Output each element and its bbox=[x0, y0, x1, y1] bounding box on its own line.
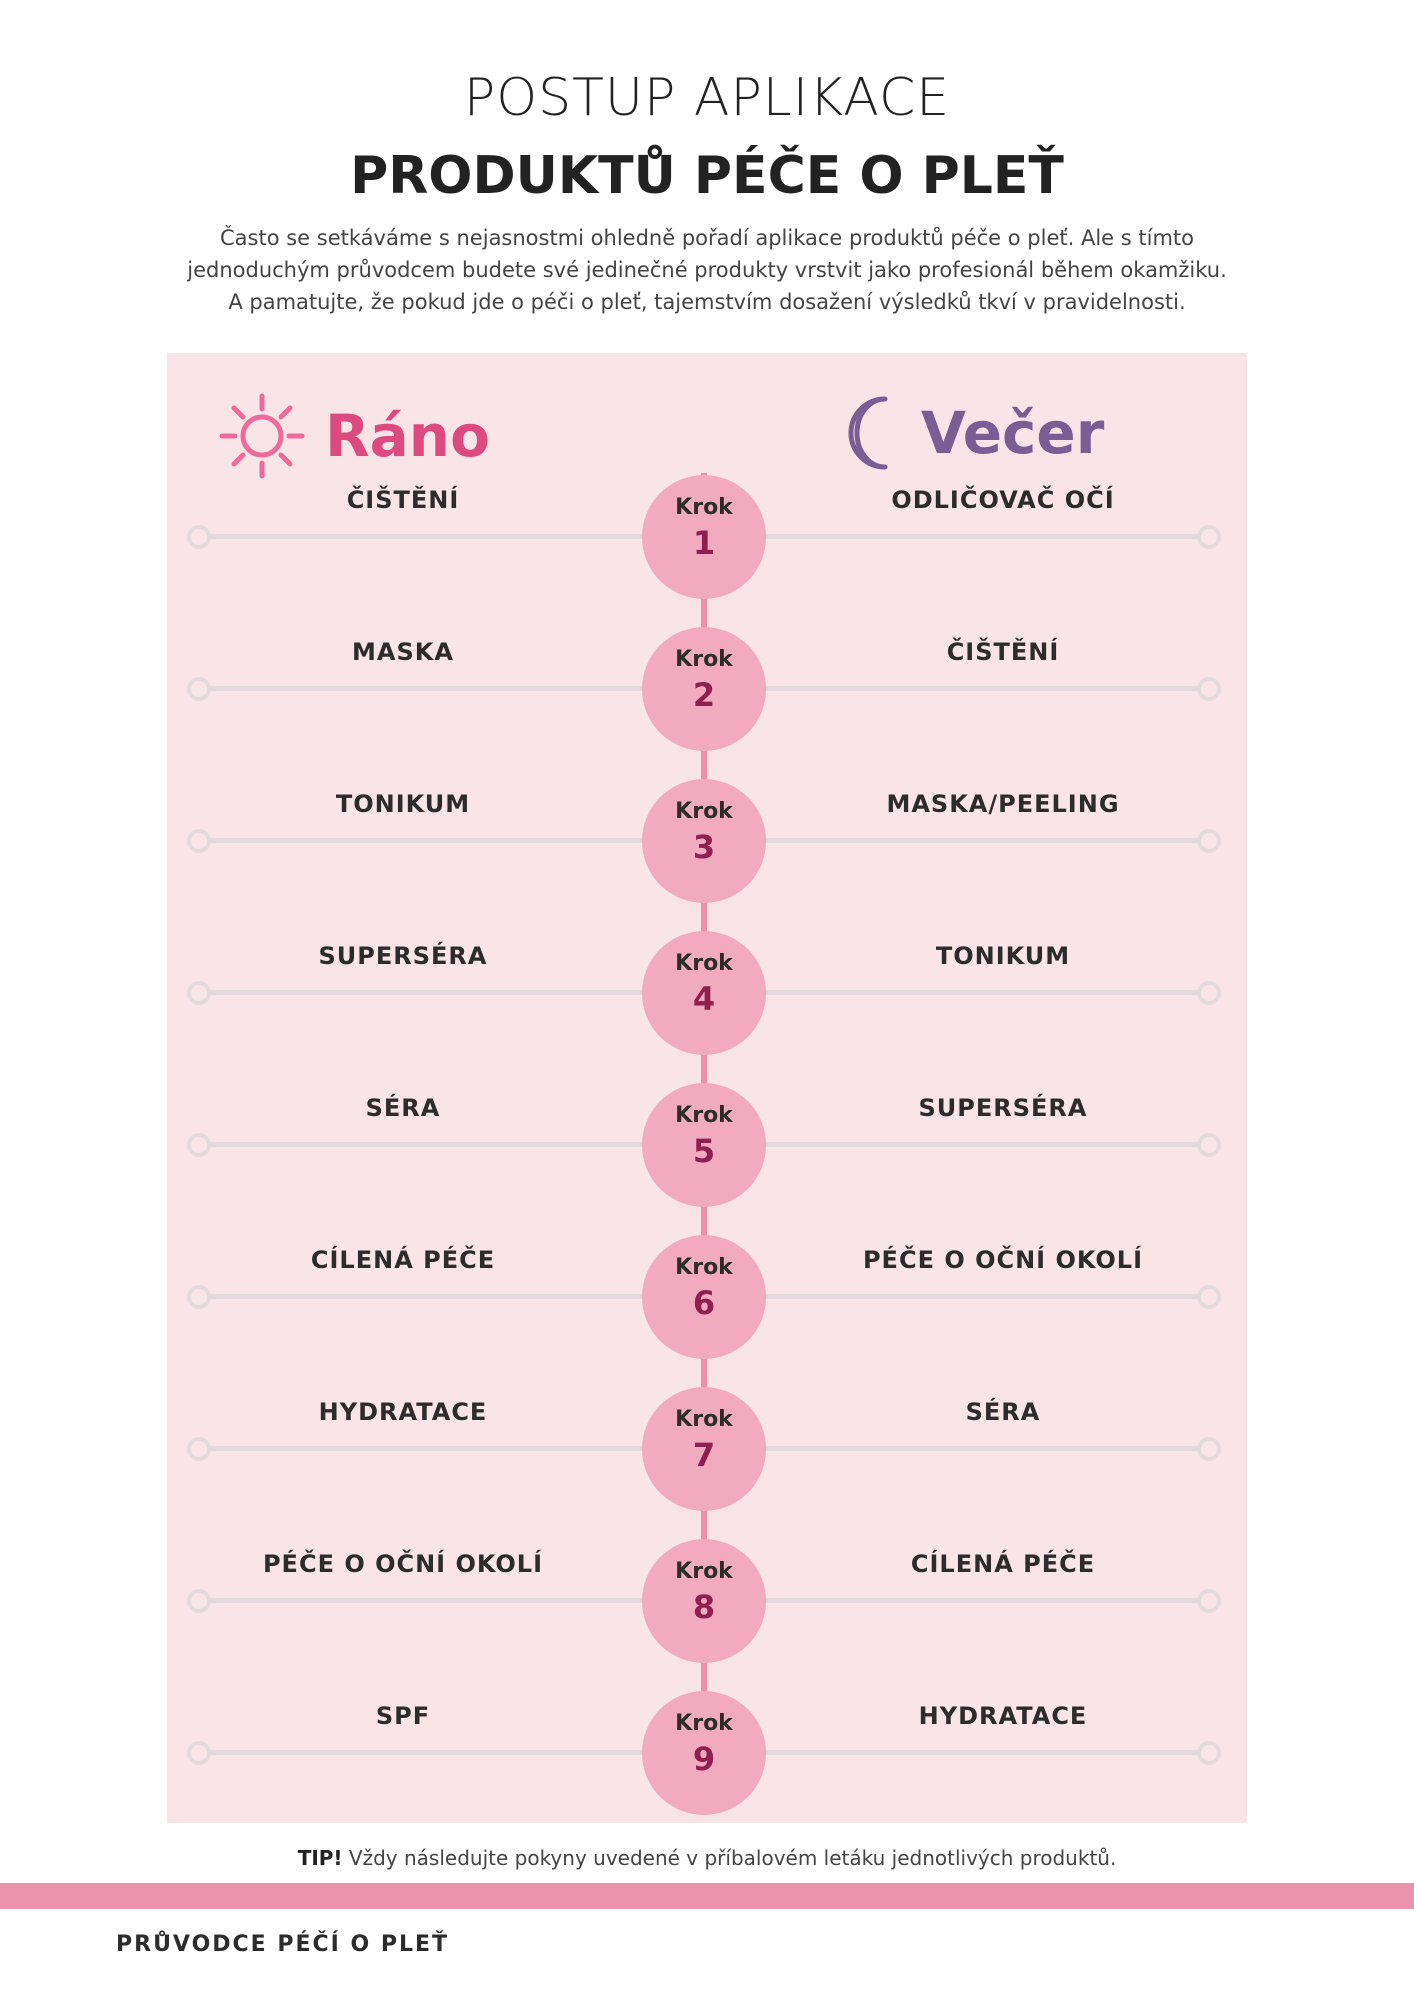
connector-line-right bbox=[733, 1446, 1213, 1451]
step-row-5 bbox=[167, 1079, 1247, 1209]
morning-step-label: SÉRA bbox=[365, 1094, 441, 1122]
connector-dot-right bbox=[1197, 1589, 1221, 1613]
connector-dot-right bbox=[1197, 525, 1221, 549]
step-badge bbox=[642, 1539, 766, 1663]
intro-text bbox=[150, 222, 1264, 318]
connector-line-left bbox=[195, 1750, 675, 1755]
connector-line-left bbox=[195, 990, 675, 995]
connector-line-right bbox=[733, 990, 1213, 995]
connector-dot-right bbox=[1197, 677, 1221, 701]
morning-step-label: ČIŠTĚNÍ bbox=[346, 486, 460, 514]
evening-step-label: SUPERSÉRA bbox=[918, 1094, 1088, 1122]
evening-step-label: PÉČE O OČNÍ OKOLÍ bbox=[862, 1246, 1144, 1274]
step-badge bbox=[642, 779, 766, 903]
step-number: 6 bbox=[692, 1284, 716, 1322]
step-word: Krok bbox=[675, 647, 733, 672]
step-badge bbox=[642, 1235, 766, 1359]
evening-step-label: ODLIČOVAČ OČÍ bbox=[891, 486, 1115, 514]
connector-line-right bbox=[733, 686, 1213, 691]
connector-dot-left bbox=[187, 829, 211, 853]
connector-line-left bbox=[195, 838, 675, 843]
connector-dot-left bbox=[187, 525, 211, 549]
evening-step-label: TONIKUM bbox=[935, 942, 1071, 970]
step-row-3 bbox=[167, 775, 1247, 905]
connector-dot-right bbox=[1197, 1285, 1221, 1309]
step-badge bbox=[642, 627, 766, 751]
morning-header bbox=[219, 393, 490, 479]
step-word: Krok bbox=[675, 1711, 733, 1736]
connector-dot-left bbox=[187, 1589, 211, 1613]
step-word: Krok bbox=[675, 1407, 733, 1432]
step-word: Krok bbox=[675, 495, 733, 520]
connector-line-right bbox=[733, 838, 1213, 843]
morning-step-label: PÉČE O OČNÍ OKOLÍ bbox=[262, 1550, 544, 1578]
step-word: Krok bbox=[675, 951, 733, 976]
footer-title: PRŮVODCE PÉČÍ O PLEŤ bbox=[116, 1932, 450, 1957]
intro-line-3: A pamatujte, že pokud jde o péči o pleť, tajemstvím dosažení výsledků tkví v pravidelnosti. bbox=[228, 290, 1186, 314]
connector-line-left bbox=[195, 1446, 675, 1451]
connector-line-left bbox=[195, 686, 675, 691]
step-number: 2 bbox=[692, 676, 716, 714]
connector-dot-right bbox=[1197, 1437, 1221, 1461]
step-badge bbox=[642, 931, 766, 1055]
sun-icon bbox=[219, 393, 305, 479]
step-row-2 bbox=[167, 623, 1247, 753]
connector-line-right bbox=[733, 1294, 1213, 1299]
page-title-line2: PRODUKTŮ PÉČE O PLEŤ bbox=[350, 146, 1064, 206]
footer-accent-bar bbox=[0, 1883, 1414, 1909]
step-row-9 bbox=[167, 1687, 1247, 1817]
step-badge bbox=[642, 1691, 766, 1815]
connector-dot-left bbox=[187, 677, 211, 701]
step-number: 5 bbox=[692, 1132, 716, 1170]
step-word: Krok bbox=[675, 799, 733, 824]
morning-step-label: CÍLENÁ PÉČE bbox=[310, 1246, 496, 1274]
step-word: Krok bbox=[675, 1559, 733, 1584]
step-number: 9 bbox=[692, 1740, 716, 1778]
evening-step-label: CÍLENÁ PÉČE bbox=[910, 1550, 1096, 1578]
step-word: Krok bbox=[675, 1103, 733, 1128]
evening-step-label: MASKA/PEELING bbox=[886, 790, 1120, 818]
connector-line-left bbox=[195, 1598, 675, 1603]
moon-icon bbox=[839, 393, 905, 473]
connector-dot-right bbox=[1197, 1741, 1221, 1765]
step-number: 7 bbox=[692, 1436, 716, 1474]
connector-line-left bbox=[195, 1142, 675, 1147]
step-badge bbox=[642, 1083, 766, 1207]
connector-line-right bbox=[733, 534, 1213, 539]
tip-note bbox=[0, 1846, 1414, 1870]
connector-dot-right bbox=[1197, 1133, 1221, 1157]
connector-dot-left bbox=[187, 1285, 211, 1309]
connector-line-left bbox=[195, 534, 675, 539]
connector-line-right bbox=[733, 1142, 1213, 1147]
step-row-1 bbox=[167, 471, 1247, 601]
connector-dot-right bbox=[1197, 981, 1221, 1005]
step-number: 1 bbox=[692, 524, 716, 562]
page-title-line1: POSTUP APLIKACE bbox=[463, 68, 951, 128]
connector-dot-left bbox=[187, 1133, 211, 1157]
morning-step-label: SUPERSÉRA bbox=[318, 942, 488, 970]
evening-header bbox=[839, 393, 1104, 473]
step-badge bbox=[642, 475, 766, 599]
step-row-8 bbox=[167, 1535, 1247, 1665]
evening-step-label: ČIŠTĚNÍ bbox=[946, 638, 1060, 666]
tip-label: TIP! bbox=[297, 1846, 343, 1870]
morning-step-label: HYDRATACE bbox=[318, 1398, 488, 1426]
evening-step-label: HYDRATACE bbox=[918, 1702, 1088, 1730]
morning-step-label: TONIKUM bbox=[335, 790, 471, 818]
step-row-7 bbox=[167, 1383, 1247, 1513]
morning-label: Ráno bbox=[325, 402, 490, 470]
morning-step-label: SPF bbox=[375, 1702, 431, 1730]
step-row-6 bbox=[167, 1231, 1247, 1361]
step-word: Krok bbox=[675, 1255, 733, 1280]
connector-line-right bbox=[733, 1598, 1213, 1603]
evening-label: Večer bbox=[921, 399, 1105, 467]
step-number: 4 bbox=[692, 980, 716, 1018]
step-number: 3 bbox=[692, 828, 716, 866]
evening-step-label: SÉRA bbox=[965, 1398, 1041, 1426]
step-badge bbox=[642, 1387, 766, 1511]
connector-line-left bbox=[195, 1294, 675, 1299]
morning-step-label: MASKA bbox=[352, 638, 454, 666]
intro-line-1: Často se setkáváme s nejasnostmi ohledně pořadí aplikace produktů péče o pleť. Ale s tímto bbox=[220, 226, 1194, 250]
connector-line-right bbox=[733, 1750, 1213, 1755]
routine-panel bbox=[167, 353, 1247, 1823]
connector-dot-left bbox=[187, 1437, 211, 1461]
connector-dot-right bbox=[1197, 829, 1221, 853]
step-number: 8 bbox=[692, 1588, 716, 1626]
tip-text: Vždy následujte pokyny uvedené v příbalovém letáku jednotlivých produktů. bbox=[342, 1846, 1117, 1870]
connector-dot-left bbox=[187, 981, 211, 1005]
connector-dot-left bbox=[187, 1741, 211, 1765]
intro-line-2: jednoduchým průvodcem budete své jedinečné produkty vrstvit jako profesionál během okamžiku. bbox=[187, 258, 1227, 282]
step-row-4 bbox=[167, 927, 1247, 1057]
